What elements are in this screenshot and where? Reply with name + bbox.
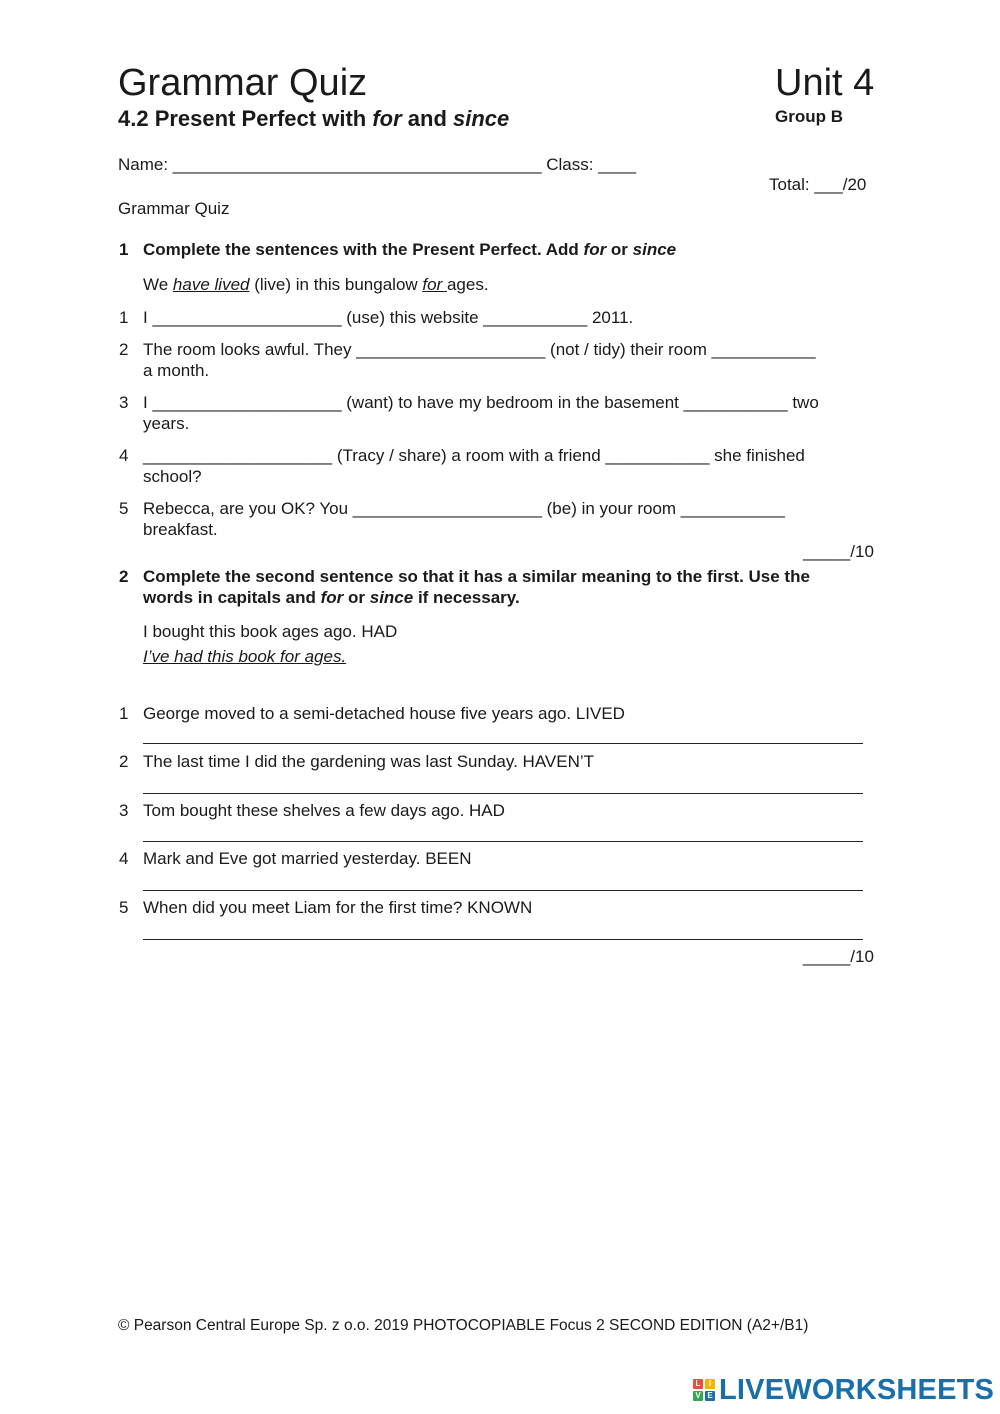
- s1-item-text-cont: breakfast.: [143, 520, 218, 539]
- copyright-footer: © Pearson Central Europe Sp. z o.o. 2019 PHOTOCOPIABLE Focus 2 SECOND EDITION (A2+/B1): [118, 1317, 809, 1334]
- s1-item-text[interactable]: Rebecca, are you OK? You ____________________ (be) in your room ___________: [143, 499, 785, 518]
- total-score: Total: ___/20: [769, 175, 867, 194]
- s1-item-text[interactable]: ____________________ (Tracy / share) a room with a friend ___________ she finished: [143, 446, 805, 465]
- logo-square: I: [705, 1379, 715, 1389]
- section1-number: 1: [119, 240, 129, 259]
- section2-example-answer: I’ve had this book for ages.: [143, 647, 347, 666]
- s1-item-num: 2: [119, 340, 129, 359]
- s1-item-text-cont: years.: [143, 414, 190, 433]
- liveworksheets-brand: [693, 1374, 994, 1406]
- s1-item-num: 5: [119, 499, 129, 518]
- page-title: Grammar Quiz: [118, 62, 368, 104]
- section2-number: 2: [119, 567, 129, 586]
- s1-item-num: 3: [119, 393, 129, 412]
- s2-item-text: The last time I did the gardening was last Sunday. HAVEN’T: [143, 752, 595, 771]
- section2-score[interactable]: _____/10: [803, 947, 874, 966]
- answer-line[interactable]: [143, 841, 863, 842]
- section2-instruction-line1: Complete the second sentence so that it has a similar meaning to the first. Use the: [143, 567, 810, 586]
- s2-item-text: When did you meet Liam for the first time? KNOWN: [143, 898, 533, 917]
- section1-instruction: Complete the sentences with the Present Perfect. Add for or since: [143, 240, 677, 259]
- s2-item-num: 2: [119, 752, 129, 771]
- answer-line[interactable]: [143, 793, 863, 794]
- s1-item-text-cont: a month.: [143, 361, 210, 380]
- s2-item-num: 5: [119, 898, 129, 917]
- answer-line[interactable]: [143, 939, 863, 940]
- s1-item-num: 4: [119, 446, 129, 465]
- section1-example: We have lived (live) in this bungalow for ages.: [143, 275, 489, 294]
- section2-example-question: I bought this book ages ago. HAD: [143, 622, 398, 641]
- liveworksheets-logo-icon: [693, 1379, 715, 1401]
- liveworksheets-wordmark: LIVEWORKSHEETS: [719, 1373, 995, 1406]
- s2-item-num: 4: [119, 849, 129, 868]
- s1-item-text[interactable]: I ____________________ (want) to have my bedroom in the basement ___________ two: [143, 393, 819, 412]
- s2-item-text: Tom bought these shelves a few days ago. HAD: [143, 801, 505, 820]
- s2-item-text: George moved to a semi-detached house five years ago. LIVED: [143, 704, 625, 723]
- quiz-label: Grammar Quiz: [118, 199, 230, 218]
- unit-label: Unit 4: [775, 62, 875, 104]
- group-label: Group B: [775, 107, 843, 126]
- s2-item-num: 1: [119, 704, 129, 723]
- answer-line[interactable]: [143, 890, 863, 891]
- logo-square: V: [693, 1391, 703, 1401]
- name-class-line[interactable]: Name: _______________________________________ Class: ____: [118, 155, 637, 174]
- s2-item-num: 3: [119, 801, 129, 820]
- section2-instruction-line2: words in capitals and for or since if necessary.: [143, 588, 520, 607]
- s1-item-num: 1: [119, 308, 129, 327]
- section1-score[interactable]: _____/10: [803, 542, 874, 561]
- logo-square: L: [693, 1379, 703, 1389]
- logo-square: E: [705, 1391, 715, 1401]
- quiz-subtitle: 4.2 Present Perfect with for and since: [118, 106, 510, 131]
- s2-item-text: Mark and Eve got married yesterday. BEEN: [143, 849, 472, 868]
- s1-item-text[interactable]: I ____________________ (use) this website ___________ 2011.: [143, 308, 634, 327]
- answer-line[interactable]: [143, 743, 863, 744]
- s1-item-text-cont: school?: [143, 467, 202, 486]
- s1-item-text[interactable]: The room looks awful. They ____________________ (not / tidy) their room ___________: [143, 340, 816, 359]
